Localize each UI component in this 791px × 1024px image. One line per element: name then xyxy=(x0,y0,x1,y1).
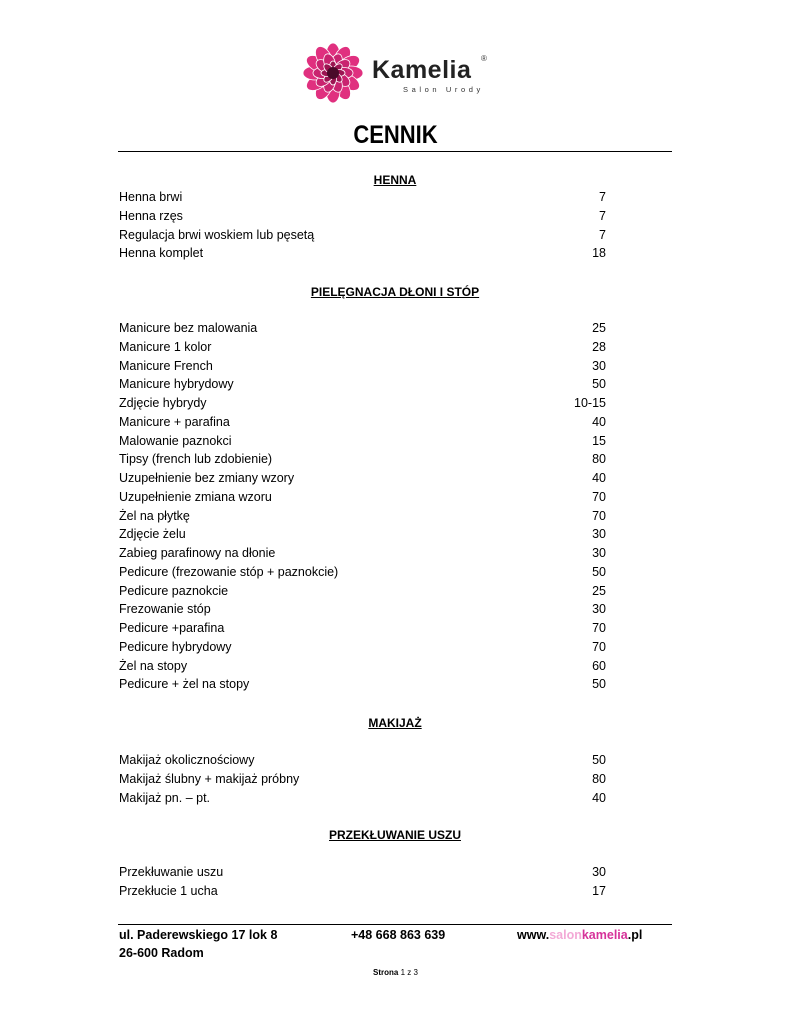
price-row xyxy=(119,319,606,337)
address-street: ul. Paderewskiego 17 lok 8 xyxy=(119,928,278,942)
price-row xyxy=(119,188,606,206)
service-name: Pedicure + żel na stopy xyxy=(119,677,250,692)
footer-divider xyxy=(118,924,672,925)
section-heading: PRZEKŁUWANIE USZU xyxy=(329,828,461,842)
service-name: Uzupełnienie zmiana wzoru xyxy=(119,489,272,504)
service-price: 10-15 xyxy=(574,396,606,410)
page-title: CENNIK xyxy=(353,121,438,149)
service-price: 70 xyxy=(592,508,606,523)
service-name: Uzupełnienie bez zmiany wzory xyxy=(119,471,295,485)
price-row xyxy=(119,432,606,450)
service-price: 70 xyxy=(592,621,606,635)
price-row xyxy=(119,394,606,412)
service-name: Tipsy (french lub zdobienie) xyxy=(119,452,273,467)
page-label: Strona xyxy=(373,968,399,977)
service-price: 50 xyxy=(592,677,606,692)
web-prefix: www. xyxy=(517,928,550,942)
service-price: 50 xyxy=(592,377,606,392)
service-name: Przekłuwanie uszu xyxy=(119,865,224,879)
service-name: Przekłucie 1 ucha xyxy=(119,883,218,898)
service-price: 30 xyxy=(592,358,606,373)
web-kamelia: kamelia xyxy=(581,928,628,942)
price-row xyxy=(119,638,606,656)
service-price: 70 xyxy=(592,489,606,504)
service-price: 28 xyxy=(592,339,606,354)
page-of: z xyxy=(407,968,412,977)
service-price: 15 xyxy=(592,433,606,448)
service-price: 40 xyxy=(592,414,606,429)
price-row xyxy=(119,338,606,356)
section-heading: HENNA xyxy=(373,173,417,187)
price-row xyxy=(119,751,606,769)
service-name: Zdjęcie hybrydy xyxy=(119,396,207,410)
service-price: 30 xyxy=(592,527,606,542)
address-city: 26-600 Radom xyxy=(119,946,204,960)
price-row xyxy=(119,450,606,468)
price-row xyxy=(119,657,606,675)
service-price: 40 xyxy=(592,471,606,485)
web-salon: salon xyxy=(549,928,582,942)
logo-name: Kamelia xyxy=(372,56,472,84)
service-price: 80 xyxy=(592,771,606,786)
price-row xyxy=(119,413,606,431)
service-name: Pedicure hybrydowy xyxy=(119,639,232,654)
camellia-flower-icon xyxy=(302,42,364,104)
service-name: Pedicure paznokcie xyxy=(119,583,229,598)
price-row xyxy=(119,244,606,262)
service-name: Makijaż ślubny + makijaż próbny xyxy=(119,771,300,786)
service-name: Manicure French xyxy=(119,358,213,373)
price-row xyxy=(119,582,606,600)
section-heading: PIELĘGNACJA DŁONI I STÓP xyxy=(310,285,480,299)
service-name: Malowanie paznokci xyxy=(119,433,232,448)
service-price: 50 xyxy=(592,564,606,579)
registered-mark: ® xyxy=(481,54,487,63)
service-price: 30 xyxy=(592,602,606,617)
service-name: Pedicure +parafina xyxy=(119,621,225,635)
price-row xyxy=(119,619,606,637)
price-row xyxy=(119,525,606,543)
price-row xyxy=(119,375,606,393)
footer-website[interactable] xyxy=(517,926,642,944)
web-suffix: .pl xyxy=(627,928,643,942)
service-name: Henna rzęs xyxy=(119,208,183,223)
service-price: 7 xyxy=(599,190,606,204)
service-name: Frezowanie stóp xyxy=(119,602,211,617)
price-row xyxy=(119,882,606,900)
service-price: 30 xyxy=(592,546,606,560)
service-name: Henna brwi xyxy=(119,190,183,204)
page-number xyxy=(0,968,791,977)
service-name: Manicure hybrydowy xyxy=(119,377,234,392)
service-price: 7 xyxy=(599,227,606,242)
service-price: 40 xyxy=(592,790,606,805)
price-row xyxy=(119,789,606,807)
price-row xyxy=(119,563,606,581)
service-price: 50 xyxy=(592,753,606,767)
footer-address xyxy=(119,926,277,962)
service-name: Pedicure (frezowanie stóp + paznokcie) xyxy=(119,564,339,579)
service-name: Zabieg parafinowy na dłonie xyxy=(119,546,276,560)
price-row xyxy=(119,507,606,525)
service-price: 60 xyxy=(592,658,606,673)
service-price: 70 xyxy=(592,639,606,654)
price-row xyxy=(119,226,606,244)
service-price: 80 xyxy=(592,452,606,467)
price-row xyxy=(119,770,606,788)
service-price: 25 xyxy=(592,583,606,598)
price-row xyxy=(119,207,606,225)
service-name: Regulacja brwi woskiem lub pęsetą xyxy=(119,227,315,242)
logo-subtitle: Salon Urody xyxy=(403,85,484,94)
title-divider xyxy=(118,151,672,152)
price-row xyxy=(119,357,606,375)
service-name: Żel na stopy xyxy=(119,658,188,673)
section-heading: MAKIJAŻ xyxy=(368,716,422,730)
service-price: 17 xyxy=(592,883,606,898)
footer-phone: +48 668 863 639 xyxy=(351,928,446,942)
price-row xyxy=(119,600,606,618)
service-name: Makijaż okolicznościowy xyxy=(119,753,255,767)
service-price: 25 xyxy=(592,321,606,335)
service-price: 7 xyxy=(599,208,606,223)
price-row xyxy=(119,675,606,693)
logo xyxy=(300,42,500,104)
page-total: 3 xyxy=(413,968,418,977)
service-price: 30 xyxy=(592,865,606,879)
service-price: 18 xyxy=(592,246,606,261)
service-name: Henna komplet xyxy=(119,246,204,261)
service-name: Żel na płytkę xyxy=(119,508,190,523)
service-name: Zdjęcie żelu xyxy=(119,527,186,542)
service-name: Manicure + parafina xyxy=(119,414,230,429)
page-current: 1 xyxy=(400,968,406,977)
price-row xyxy=(119,544,606,562)
service-name: Manicure 1 kolor xyxy=(119,339,212,354)
price-row xyxy=(119,469,606,487)
service-name: Makijaż pn. – pt. xyxy=(119,790,211,805)
price-row xyxy=(119,863,606,881)
price-row xyxy=(119,488,606,506)
service-name: Manicure bez malowania xyxy=(119,321,258,335)
